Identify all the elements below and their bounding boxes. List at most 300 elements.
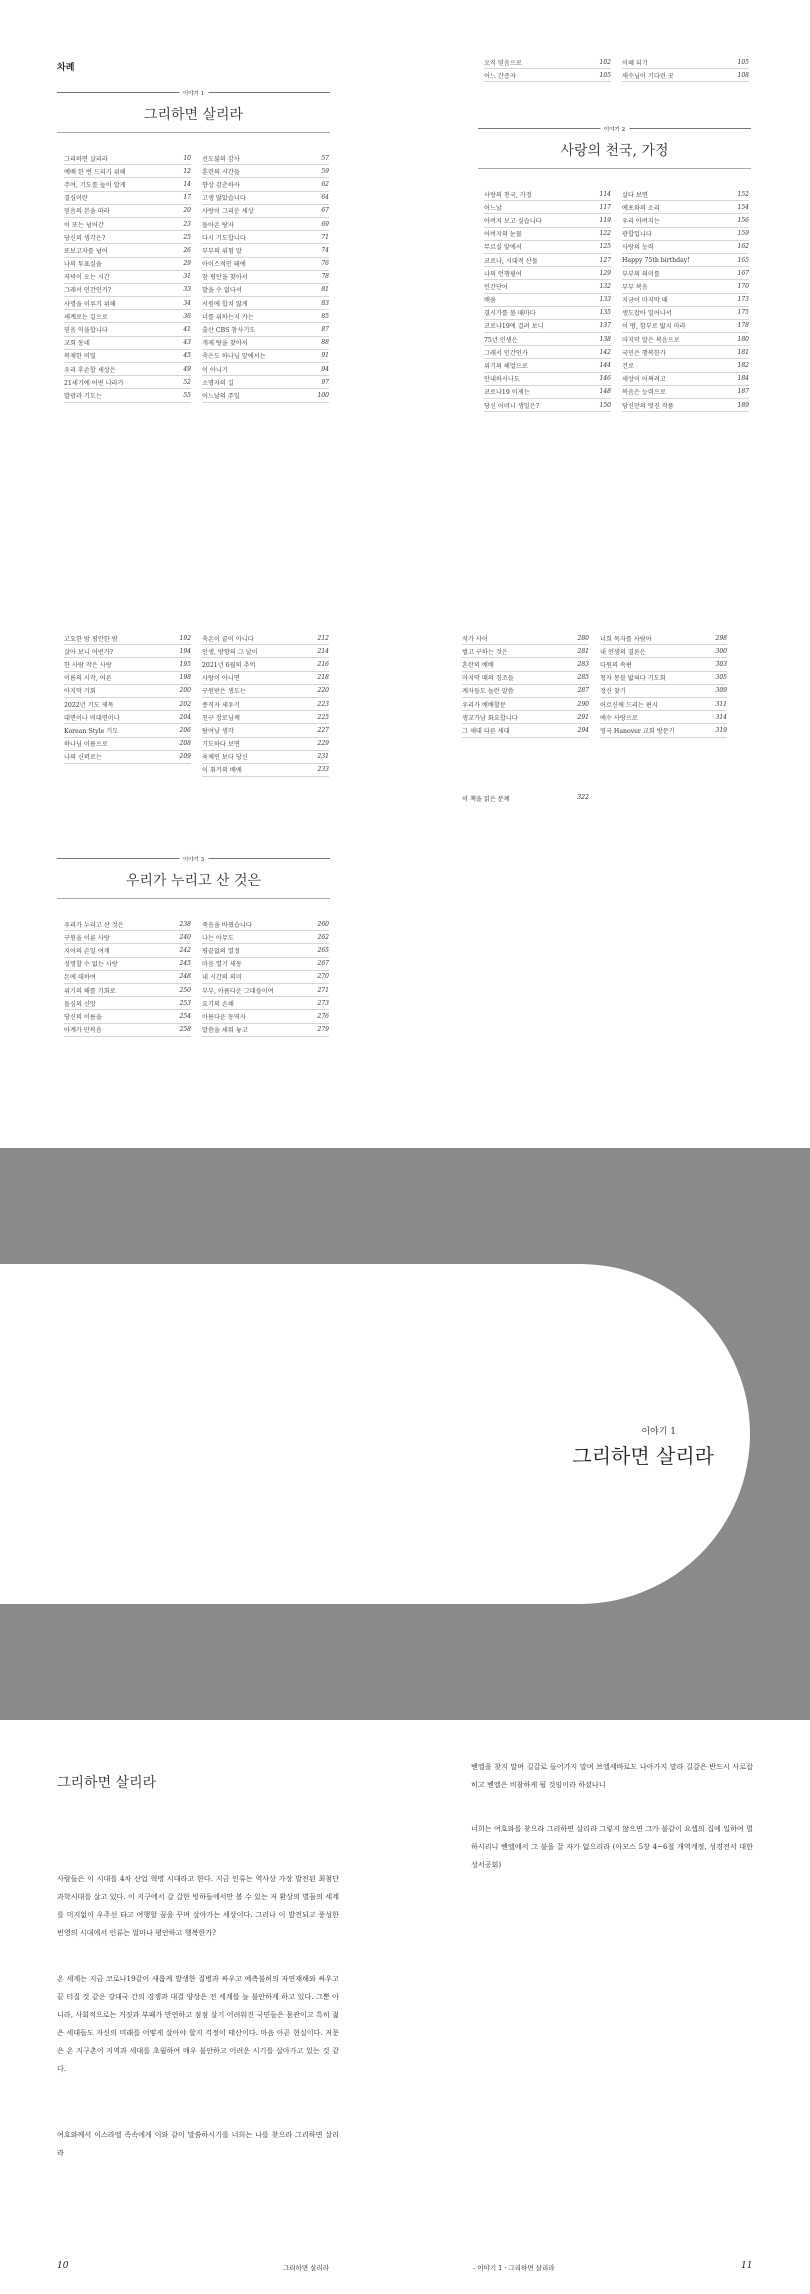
toc-col <box>64 918 191 1037</box>
toc-entry-page: 14 <box>183 180 191 188</box>
toc-entry-title: 돈에 대하여 <box>64 974 96 982</box>
toc-entry <box>622 214 749 227</box>
toc-entry-page: 114 <box>599 190 611 198</box>
toc-entry <box>64 271 191 284</box>
toc-entry-title: 고생 많았습니다 <box>202 195 246 203</box>
toc-entry-page: 97 <box>321 378 329 386</box>
toc-entry-page: 294 <box>577 726 589 734</box>
toc-entry <box>462 645 589 658</box>
toc-entry-page: 281 <box>577 647 589 655</box>
toc-entry-page: 25 <box>183 233 191 241</box>
toc-entry-title: 복제한 비밀 <box>64 353 96 361</box>
toc-entry-title: 이혜 되기 <box>622 59 648 67</box>
toc-entry-title: 안내하시나도 <box>484 376 520 384</box>
toc-entry-title: 인간단어 <box>484 283 508 291</box>
toc-entry-page: 165 <box>737 256 749 264</box>
toc-entry <box>202 323 329 336</box>
toc-entry-page: 105 <box>737 58 749 66</box>
toc-entry-title: 믿음의 본을 따라 <box>64 208 110 216</box>
toc-entry-title: 정신 찾기 <box>600 688 626 696</box>
toc-entry <box>64 944 191 957</box>
toc-entry-page: 26 <box>183 246 191 254</box>
toc-entry-page: 138 <box>599 335 611 343</box>
toc-entry-page: 133 <box>599 296 611 304</box>
toc-entry-title: 내 인생의 결론은 <box>600 648 646 656</box>
toc-entry-title: 종직자 세우기 <box>202 701 240 709</box>
toc-entry-title: 선도불의 감사 <box>202 155 240 163</box>
toc-entry-title: 이 땅, 함부로 밟지 마라 <box>622 323 686 331</box>
toc-entry <box>202 724 329 737</box>
toc-entry-title: 발광과 기도는 <box>64 392 102 400</box>
toc-entry-page: 192 <box>179 634 191 642</box>
toc-entry-page: 148 <box>599 388 611 396</box>
toc-entry <box>202 685 329 698</box>
paragraph: 온 세계는 지금 코로나19같이 새롭게 발생한 질병과 싸우고 예측불허의 자연재해와 싸우고 끝 터질 것 같은 강대국 간의 경쟁과 대결 양상은 전 세계를 늘 불안하게 하고 있다. 그뿐 아니라, 사회적으로는 거짓과 부패가 만연하고 점점 살기 어려워진 국민들은 몸관이고 특히 젊은 세대들도 자신의 미래를 어떻게 살아야 할지 걱정이 태산이다. 마음 아픈 현실이다. 저문은 온 지구촌이 지역과 세대를 초월하여 매우 불안하고 어려운 시기를 살아가고 있는 것 같다. <box>57 1974 339 2073</box>
toc-entry-page: 173 <box>737 296 749 304</box>
toc-entry <box>64 205 191 218</box>
toc-entry-title: 벌고 구하는 것은 <box>462 648 508 656</box>
toc-entry-afterword <box>462 794 589 803</box>
toc-entry <box>64 738 191 751</box>
toc-entry-page: 311 <box>715 700 727 708</box>
toc-entry-title: 우리가 누리고 산 것은 <box>64 921 124 929</box>
paragraph: 사람들은 이 시대를 4차 산업 혁명 시대라고 한다. 지금 인류는 역사상 가장 발전된 최첨단 과학시대를 살고 있다. 이 지구에서 갈 갈한 빙하들에서만 볼 수 있는 저 환상의 별들의 세계를 미지없이 우주선 타고 여행할 꿈을 꾸며 살아가는 세상이다. 그러나 이 발전되고 풍성한 번영의 시대에서 인류는 얼마나 평안하고 행복한가? <box>57 1874 339 1937</box>
toc-entry <box>202 918 329 931</box>
toc-entry-title: 이 책을 읽은 분께 <box>462 796 510 803</box>
toc-entry-title: 예포와의 소리 <box>622 204 660 212</box>
toc-entry-title: 또보고자를 넘어 <box>64 247 108 255</box>
section-3-title: 우리가 누리고 산 것은 <box>125 873 262 889</box>
toc-entry <box>622 69 749 82</box>
toc-entry-page: 229 <box>317 740 329 748</box>
toc-entry-title: 축온이 끝이 아니다 <box>202 635 254 643</box>
toc-entry-page: 309 <box>715 687 727 695</box>
toc-entry-title: 혼란의 예배 <box>462 661 494 669</box>
toc-entry <box>202 363 329 376</box>
toc-entry-page: 146 <box>599 375 611 383</box>
toc-entry-title: 친구 장로님께 <box>202 714 240 722</box>
running-head-left: 그리하면 살리라 <box>283 2264 330 2272</box>
toc-entry <box>622 254 749 267</box>
toc-entry-page: 280 <box>577 634 589 642</box>
toc-entry-title: 2022년 기도 제목 <box>64 701 114 709</box>
toc-entry <box>202 711 329 724</box>
toc-entry <box>64 971 191 984</box>
toc-entry-page: 137 <box>599 322 611 330</box>
toc-entry <box>484 254 611 267</box>
toc-entry-title: 무르실 앞에서 <box>484 244 522 252</box>
toc-entry-page: 67 <box>321 207 329 215</box>
toc-entry-title: 마지막 때의 징조들 <box>462 675 514 683</box>
toc-entry-title: 내 시간의 의미 <box>202 974 242 982</box>
toc-entry <box>202 310 329 323</box>
section-1-title: 그리하면 살리라 <box>143 107 244 123</box>
toc-entry <box>202 751 329 764</box>
toc-entry-page: 12 <box>183 167 191 175</box>
toc-entry <box>484 359 611 372</box>
toc-entry-page: 102 <box>599 58 611 66</box>
toc-entry <box>202 658 329 671</box>
toc-entry-title: 위기의 해얼으로 <box>484 363 528 371</box>
toc-entry-title: 당신의 생각은? <box>64 234 106 242</box>
toc-entry <box>622 188 749 201</box>
toc-entry-page: 94 <box>321 365 329 373</box>
toc-entry <box>202 672 329 685</box>
toc-entry <box>600 658 727 671</box>
toc-entry-page: 300 <box>715 647 727 655</box>
toc-entry <box>600 645 727 658</box>
toc-entry <box>484 188 611 201</box>
toc-entry-page: 285 <box>577 674 589 682</box>
toc-entry <box>622 386 749 399</box>
toc-entry <box>484 333 611 346</box>
toc-entry <box>622 56 749 69</box>
toc-entry <box>64 284 191 297</box>
toc-entry-page: 150 <box>599 401 611 409</box>
toc-entry <box>484 69 611 82</box>
toc-entry <box>202 738 329 751</box>
toc-entry <box>202 931 329 944</box>
toc-entry <box>600 685 727 698</box>
toc-entry-page: 242 <box>179 946 191 954</box>
toc-entry-title: 고요한 밤 평안한 밤 <box>64 635 118 643</box>
toc-header: 차례 <box>57 63 75 73</box>
toc-entry-page: 291 <box>577 713 589 721</box>
toc-entry-title: 아버지 보고 싶습니다 <box>484 217 542 225</box>
toc-entry <box>64 632 191 645</box>
toc-entry-title: 석가 사이 <box>462 635 488 643</box>
paragraph: 벧엘을 찾지 말며 길갈로 들어가지 말며 브엘세바로도 나아가지 말라 길갈은 반드시 사로잡히고 벧엘은 비참하게 될 것임이라 하셨나니 <box>471 1762 753 1789</box>
toc-entry-page: 276 <box>317 1012 329 1020</box>
toc-entry-title: 나는 아무도 <box>202 934 234 942</box>
toc-entry-page: 206 <box>179 726 191 734</box>
toc-entry-title: 살아 보니 어떤가? <box>64 648 114 656</box>
toc-entry-title: Happy 75th birthday! <box>622 256 690 264</box>
toc-entry-title: 나의 신퍼로는 <box>64 754 102 762</box>
toc-entry <box>64 323 191 336</box>
toc-entry-title: 부부의 의미를 <box>622 270 660 278</box>
toc-entry <box>202 297 329 310</box>
toc-entry-title: 우리 후손할 세상은 <box>64 366 116 374</box>
toc-entry <box>64 1010 191 1023</box>
toc-entry <box>462 711 589 724</box>
toc-entry-title: 광합입니다 <box>622 231 652 239</box>
toc-entry-title: 당신 어머니 생일은? <box>484 402 540 410</box>
toc-entry <box>202 231 329 244</box>
toc-entry-title: 그 세대 다른 세대 <box>462 727 510 735</box>
toc-entry-title: 2021년 6월의 추억 <box>202 661 256 669</box>
toc-entry-page: 231 <box>317 753 329 761</box>
toc-entry <box>64 931 191 944</box>
toc-entry-page: 88 <box>321 339 329 347</box>
toc-entry <box>202 1010 329 1023</box>
toc-entry-page: 10 <box>183 154 191 162</box>
toc-entry-page: 271 <box>317 986 329 994</box>
toc-entry-page: 69 <box>321 220 329 228</box>
toc-entry-title: 평끝없의 열정 <box>202 947 240 955</box>
toc-entry-page: 209 <box>179 753 191 761</box>
section-2-rule <box>478 127 751 133</box>
toc-entry <box>64 724 191 737</box>
toc-entry-page: 216 <box>317 660 329 668</box>
toc-entry-title: 돌아온 탕자 <box>202 221 234 229</box>
divider-arch <box>0 1264 750 1604</box>
toc-entry-title: 지어의 손일 여재 <box>64 947 110 955</box>
body-page-left <box>0 1720 405 2294</box>
toc-entry-page: 78 <box>321 273 329 281</box>
toc-entry-title: 하나님 이름으로 <box>64 741 108 749</box>
toc-entry-title: 건로 <box>622 363 634 371</box>
toc-entry-page: 127 <box>599 256 611 264</box>
toc-entry-title: 훈련의 시간들 <box>202 168 240 176</box>
toc-entry-title: 오직 믿음으로 <box>484 59 522 67</box>
toc-entry-title: 참 평안을 찾아서 <box>202 274 248 282</box>
toc-entry <box>64 918 191 931</box>
toc-entry-page: 279 <box>317 1026 329 1034</box>
paragraph: 여호와께서 이스라엘 족속에게 이와 같이 말씀하시기를 너희는 나를 찾으라 그리하면 살리라 <box>57 2130 339 2157</box>
toc-entry <box>202 284 329 297</box>
toc-entry-title: 아이스적인 돼에 <box>202 261 246 269</box>
toc-col <box>202 632 329 777</box>
toc-entry-title: 발을 수 없다서 <box>202 287 242 295</box>
toc-entry <box>202 1024 329 1037</box>
toc-entry-page: 85 <box>321 312 329 320</box>
toc-entry-title: 75년 인생은 <box>484 336 518 344</box>
toc-entry-page: 152 <box>737 190 749 198</box>
toc-entry-page: 100 <box>317 391 329 399</box>
toc-entry-page: 20 <box>183 207 191 215</box>
toc-entry-title: 우리가 예배할문 <box>462 701 506 709</box>
toc-col <box>202 152 329 403</box>
toc-entry-title: 당신의 이름을 <box>64 1013 102 1021</box>
toc-entry <box>622 346 749 359</box>
toc-entry <box>64 363 191 376</box>
toc-entry <box>600 672 727 685</box>
toc-entry-page: 62 <box>321 180 329 188</box>
toc-entry <box>202 389 329 402</box>
toc-entry-page: 119 <box>599 216 611 224</box>
toc-entry-title: 죽음을 바꿨습니다 <box>202 921 252 929</box>
toc-entry <box>64 231 191 244</box>
toc-entry-page: 245 <box>179 960 191 968</box>
toc-entry-title: 위기의 해를 기회로 <box>64 987 116 995</box>
toc-entry-title: 부부, 아름다운 그대들이여 <box>202 987 274 995</box>
toc-entry-title: 21세기에 어떤 나라가 <box>64 379 124 387</box>
toc-col <box>484 188 611 412</box>
toc-entry-page: 184 <box>737 375 749 383</box>
toc-entry-title: 출산 CBS 참사기도 <box>202 327 256 335</box>
toc-entry-page: 254 <box>179 1012 191 1020</box>
toc-spread-2 <box>0 560 810 1148</box>
toc-entry <box>64 258 191 271</box>
toc-entry-title: 부부 복음 <box>622 283 648 291</box>
toc-entry-title: 주여, 기도를 높이 알게 <box>64 181 126 189</box>
toc-entry-page: 204 <box>179 713 191 721</box>
toc-entry-title: 저녁이 오는 시간 <box>64 274 110 282</box>
toc-entry <box>64 1024 191 1037</box>
toc-entry <box>622 399 749 412</box>
toc-entry <box>64 672 191 685</box>
toc-entry-title: 아지막 기회 <box>64 688 96 696</box>
toc-entry-page: 108 <box>737 71 749 79</box>
toc-entry <box>202 337 329 350</box>
toc-entry <box>64 310 191 323</box>
toc-entry <box>64 152 191 165</box>
toc-entry-page: 283 <box>577 660 589 668</box>
toc-entry-page: 59 <box>321 167 329 175</box>
toc-entry-title: 대면이나 비대면이나 <box>64 714 120 722</box>
toc-entry-title: 마지막 말은 복음으로 <box>622 336 680 344</box>
toc-entry-page: 74 <box>321 246 329 254</box>
toc-entry-page: 314 <box>715 713 727 721</box>
toc-entry-page: 248 <box>179 973 191 981</box>
toc-entry <box>622 359 749 372</box>
toc-entry-title: 사랑이 아니면 <box>202 675 240 683</box>
toc-entry <box>484 307 611 320</box>
toc-entry <box>484 346 611 359</box>
toc-entry <box>622 201 749 214</box>
toc-entry <box>64 958 191 971</box>
toc-entry-title: 다원의 속편 <box>600 661 632 669</box>
toc-col <box>64 152 191 403</box>
toc-entry-page: 36 <box>183 312 191 320</box>
toc-entry-page: 29 <box>183 260 191 268</box>
toc-entry <box>462 685 589 698</box>
toc-entry <box>600 698 727 711</box>
toc-entry <box>202 152 329 165</box>
toc-entry <box>202 632 329 645</box>
toc-entry-title: 그래서 인간인가 <box>484 349 528 357</box>
section-3-rule <box>57 857 330 863</box>
toc-entry-title: 사랑의 천국, 가정 <box>484 191 532 199</box>
divider-subtitle: 이야기 1 <box>641 1427 676 1437</box>
toc-entry <box>202 244 329 257</box>
toc-entry-page: 253 <box>179 999 191 1007</box>
toc-entry-title: 이 취기의 배에 <box>202 767 242 775</box>
toc-entry-page: 305 <box>715 674 727 682</box>
toc-entry-title: 코로나19에 걸려 보니 <box>484 323 544 331</box>
toc-entry-title: 복음은 능력으로 <box>622 389 666 397</box>
toc-entry-page: 43 <box>183 339 191 347</box>
toc-entry-page: 182 <box>737 362 749 370</box>
toc-entry <box>462 724 589 737</box>
toc-entry-page: 45 <box>183 352 191 360</box>
toc-entry-title: 이 또는 넘어간 <box>64 221 104 229</box>
toc-entry-title: 성명할 수 없는 사랑 <box>64 961 118 969</box>
toc-entry <box>462 698 589 711</box>
toc-entry <box>64 751 191 764</box>
toc-entry <box>202 944 329 957</box>
toc-entry-page: 202 <box>179 700 191 708</box>
section-1-badge: 이야기 1 <box>179 89 208 97</box>
toc-col <box>622 56 749 82</box>
toc-entry <box>484 241 611 254</box>
divider-title: 그리하면 살리라 <box>572 1444 714 1468</box>
toc-entry-title: 사랑의 능력 <box>622 244 654 252</box>
toc-entry-page: 105 <box>599 71 611 79</box>
toc-entry-title: 어느날의 주일 <box>202 392 240 400</box>
toc-entry-title: 부부의 위험 말 <box>202 247 242 255</box>
toc-entry-title: 돌심의 신앙 <box>64 1000 96 1008</box>
toc-entry-page: 156 <box>737 216 749 224</box>
toc-entry-title: Korean Style 기도 <box>64 727 119 735</box>
toc-entry <box>202 218 329 231</box>
toc-entry-page: 200 <box>179 687 191 695</box>
toc-entry-page: 170 <box>737 282 749 290</box>
toc-entry <box>484 267 611 280</box>
toc-entry-page: 17 <box>183 194 191 202</box>
toc-entry <box>622 333 749 346</box>
toc-entry-page: 260 <box>317 920 329 928</box>
toc-entry <box>462 658 589 671</box>
toc-entry <box>202 350 329 363</box>
toc-entry <box>202 178 329 191</box>
toc-entry-page: 55 <box>183 391 191 399</box>
toc-entry-title: 사명을 이루기 위해 <box>64 300 116 308</box>
toc-entry-page: 167 <box>737 269 749 277</box>
toc-entry-page: 144 <box>599 362 611 370</box>
toc-entry-page: 298 <box>715 634 727 642</box>
toc-entry-title: 사랑이 그리운 세상 <box>202 208 254 216</box>
toc-entry-page: 23 <box>183 220 191 228</box>
paragraph: 너희는 여호와를 찾으라 그리하면 살리라 그렇지 않으면 그가 불같이 요셉의 집에 일하여 멸하시리니 벧엘에서 그 불을 끌 자가 없으리라 (아모스 5장 4~6절 개역개정, 성경전서 대한성서공회) <box>471 1824 753 1869</box>
body-spread <box>0 1720 810 2294</box>
toc-entry-page: 198 <box>179 674 191 682</box>
toc-entry-page: 189 <box>737 401 749 409</box>
page-number-left: 10 <box>57 2261 69 2271</box>
toc-entry-title: 당신만의 멋진 작품 <box>622 402 674 410</box>
toc-entry-title: 너희 목자를 사람아 <box>600 635 652 643</box>
section-2-rule-bottom <box>478 168 751 169</box>
toc-entry-title: 육체인 보다 당신 <box>202 754 248 762</box>
toc-entry <box>202 645 329 658</box>
toc-entry-page: 270 <box>317 973 329 981</box>
section-1-rule-bottom <box>57 132 330 133</box>
toc-entry-title: 어느 간증자 <box>484 72 516 80</box>
toc-entry-title: 배움 <box>484 297 496 305</box>
toc-entry-title: 영국 Hanover 교회 방문기 <box>600 727 675 735</box>
toc-entry-title: 코로나, 시대적 산물 <box>484 257 538 265</box>
toc-entry <box>600 632 727 645</box>
toc-entry <box>202 698 329 711</box>
toc-entry-page: 212 <box>317 634 329 642</box>
toc-entry-page: 287 <box>577 687 589 695</box>
toc-entry-page: 33 <box>183 286 191 294</box>
toc-entry-title: 코로나19 이제는 <box>484 389 530 397</box>
toc-entry <box>64 711 191 724</box>
toc-entry <box>484 399 611 412</box>
toc-entry-title: 어르신께 드리는 편지 <box>600 701 658 709</box>
toc-page-right <box>405 0 810 560</box>
toc-entry <box>64 244 191 257</box>
toc-entry-page: 181 <box>737 348 749 356</box>
toc-entry-page: 220 <box>317 687 329 695</box>
toc-entry-title: 소명자의 길 <box>202 379 234 387</box>
toc-entry-title: 나의 투표실을 <box>64 261 102 269</box>
toc-entry-title: 너를 위하는지 가는 <box>202 313 254 321</box>
section-2-title: 사랑의 천국, 가정 <box>560 143 669 159</box>
toc-entry-title: 생교가남 화요합니다 <box>462 714 518 722</box>
toc-entry <box>622 280 749 293</box>
toc-entry <box>622 267 749 280</box>
toc-entry-title: 믿음 익을합니다 <box>64 327 108 335</box>
toc-entry-page: 233 <box>317 766 329 774</box>
toc-entry <box>622 320 749 333</box>
toc-entry <box>202 258 329 271</box>
toc-entry-title: 축은도 하나님 앞에서는 <box>202 353 266 361</box>
toc-col <box>600 632 727 738</box>
toc-entry-page: 218 <box>317 674 329 682</box>
